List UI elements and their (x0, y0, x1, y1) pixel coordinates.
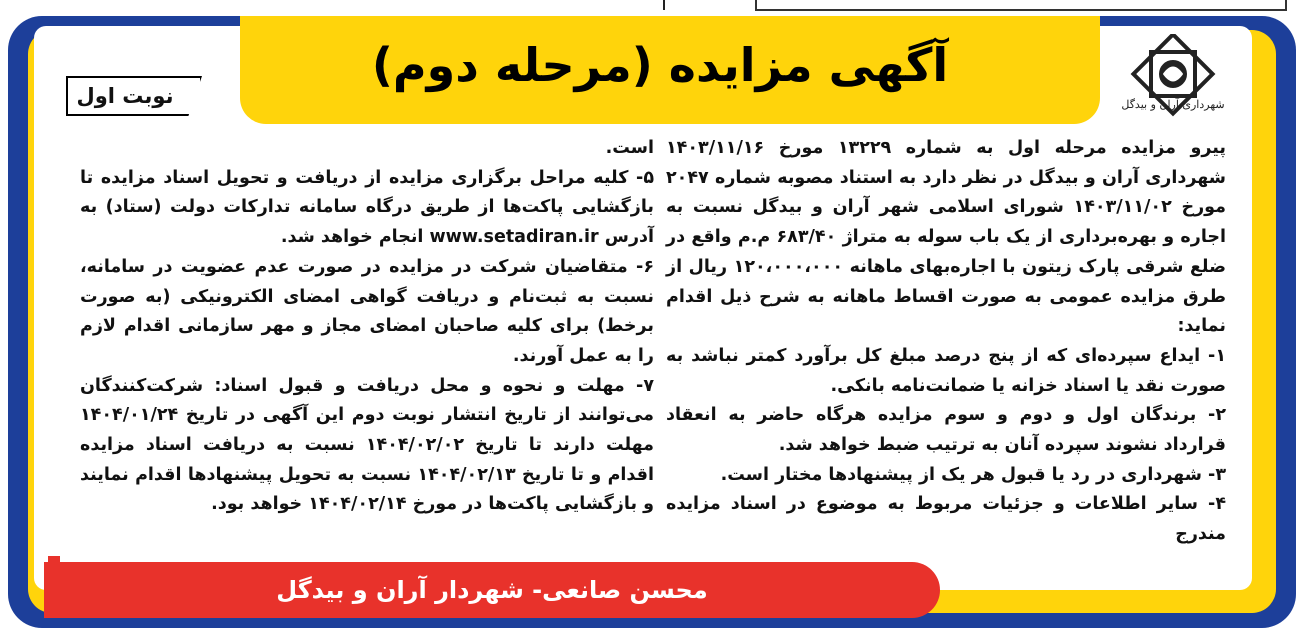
right-column (666, 134, 1226, 550)
clause-1: ۱- ایداع سپرده‌ای که از پنج درصد مبلغ کل برآورد کمتر نباشد به صورت نقد یا اسناد خزانه یا ضمانت‌نامه بانکی. (666, 345, 1226, 396)
setad-url-link[interactable]: www.setadiran.ir (429, 227, 599, 248)
left-column (80, 134, 654, 520)
turn-label: نوبت اول (76, 84, 174, 108)
clause-5-text: ۵- کلیه مراحل برگزاری مزایده از دریافت و تحویل اسناد مزایده تا بازگشایی پاکت‌ها از طریق درگاه سامانه تدارکات دولت (ستاد) به آدرس (80, 167, 654, 248)
clause-2: ۲- برندگان اول و دوم و سوم مزایده هرگاه حاضر به انعقاد قرارداد نشوند سپرده آنان به ترتیب ضبط خواهد شد. (666, 405, 1226, 456)
clause-5 (80, 164, 654, 253)
logo-caption: شهرداری آران و بیدگل (1121, 98, 1225, 111)
top-divider (663, 0, 665, 10)
clause-3: ۳- شهرداری در رد یا قبول هر یک از پیشنهادها مختار است. (720, 464, 1226, 485)
notice-title: آگهی مزایده (مرحله دوم) (371, 38, 949, 92)
clause-6: ۶- متقاضیان شرکت در مزایده در صورت عدم عضویت در سامانه، نسبت به ثبت‌نام و دریافت گواهی امضای الکترونیکی (به صورت برخط) برای کلیه صاحبان امضای مجاز و مهر سازمانی اقدام لازم را به عمل آورند. (80, 256, 654, 366)
adjacent-ad-edge (755, 0, 1287, 11)
municipality-logo-icon (1118, 34, 1228, 128)
clause-5-ending: انجام خواهد شد. (280, 227, 424, 248)
clause-7: ۷- مهلت و نحوه و محل دریافت و قبول اسناد: شرکت‌کنندگان می‌توانند از تاریخ انتشار نوبت دوم این آگهی در تاریخ ۱۴۰۴/۰۱/۲۴ مهلت دارند تا تاریخ ۱۴۰۴/۰۲/۰۲ نسبت به دریافت اسناد مزایده اقدام و تا تاریخ ۱۴۰۴/۰۲/۱۳ نسبت به تحویل پیشنهادها اقدام نمایند و بازگشایی پاکت‌ها در مورخ ۱۴۰۴/۰۲/۱۴ خواهد بود. (80, 375, 655, 515)
mayor-signature: محسن صانعی- شهردار آران و بیدگل (276, 576, 708, 604)
clause-4: ۴- سایر اطلاعات و جزئیات مربوط به موضوع در اسناد مزایده مندرج (666, 494, 1226, 545)
clause-4-continuation: است. (605, 138, 654, 158)
intro-paragraph: پیرو مزایده مرحله اول به شماره ۱۳۲۲۹ مورخ ۱۴۰۳/۱۱/۱۶ شهرداری آران و بیدگل در نظر دارد به استناد مصوبه شماره ۲۰۴۷ مورخ ۱۴۰۳/۱۱/۰۲ شورای اسلامی شهر آران و بیدگل نسبت به اجاره و بهره‌برداری از یک باب سوله به متراژ ۶۸۳/۴۰ م.م واقع در ضلع شرقی پارک زیتون با اجاره‌بهای ماهانه ۱۲۰،۰۰۰،۰۰۰ ریال از طرق مزایده عمومی به صورت اقساط ماهانه به شرح ذیل اقدام نماید: (666, 138, 1227, 337)
